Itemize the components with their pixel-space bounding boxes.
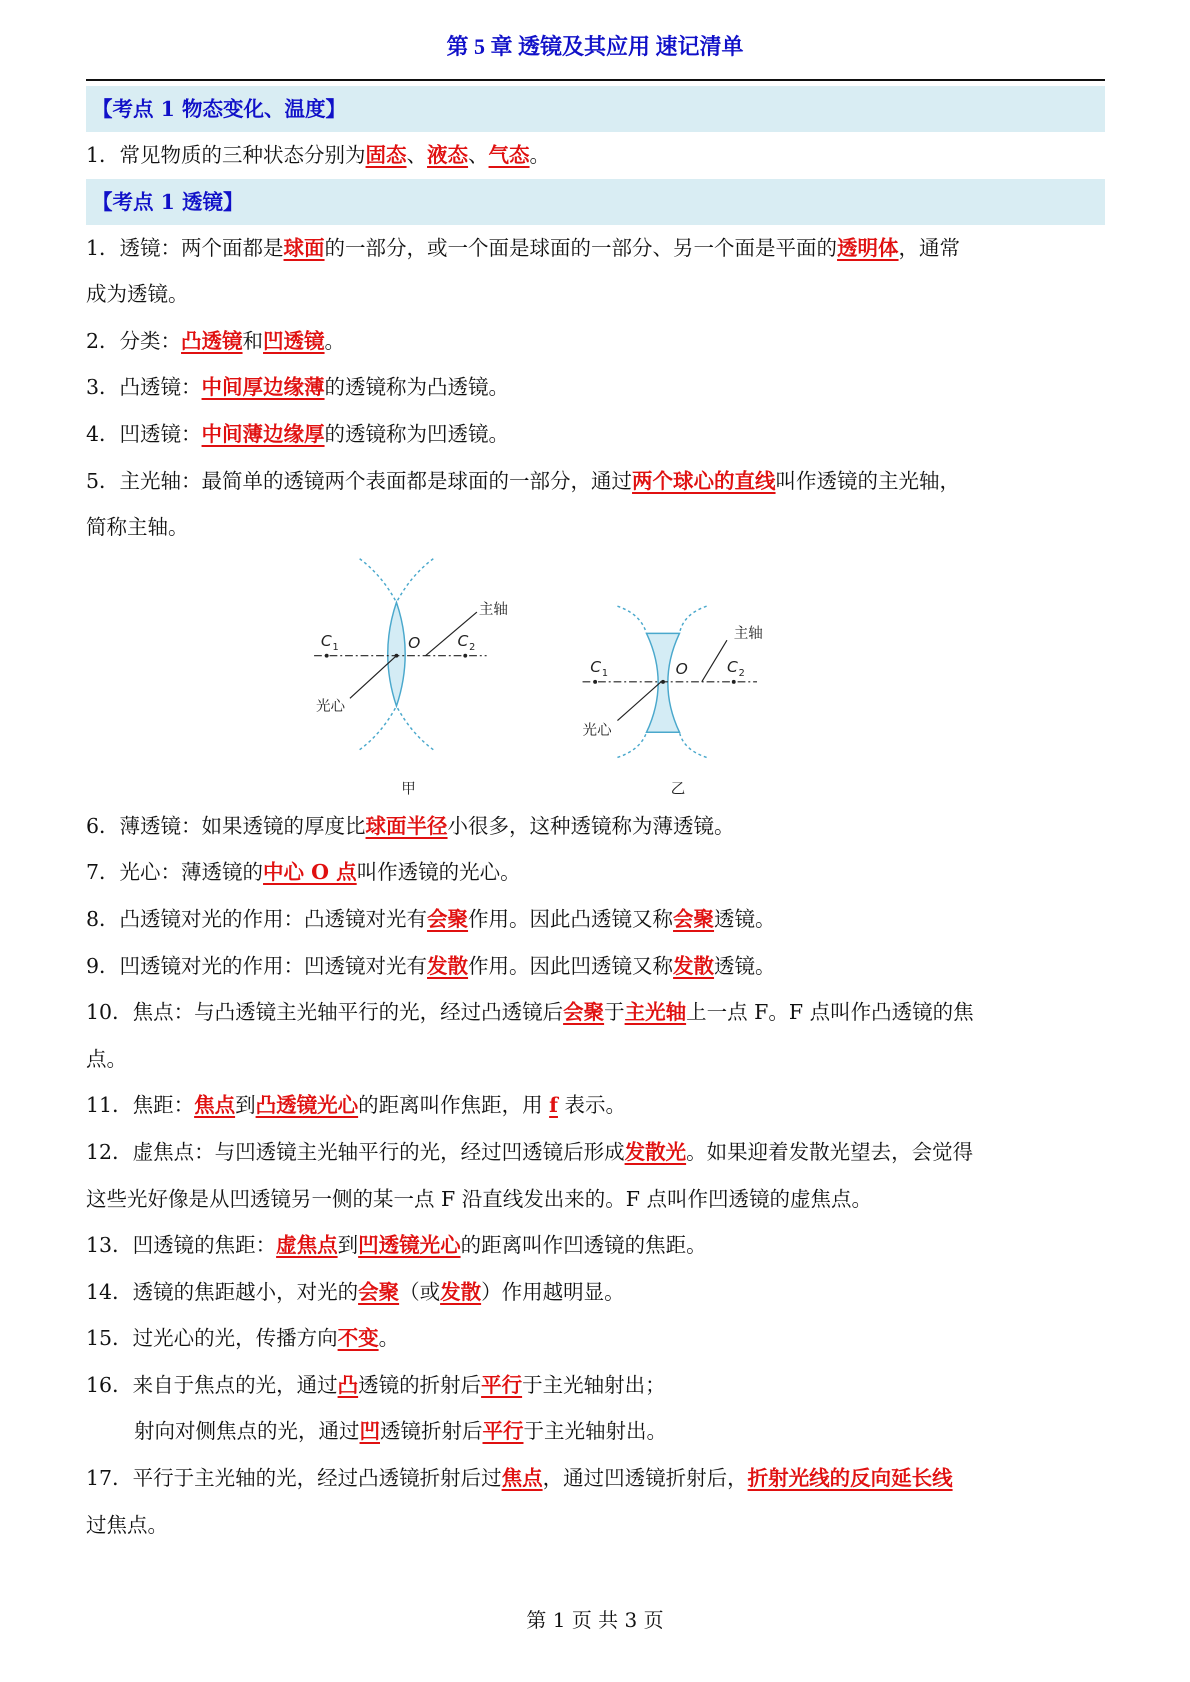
page-footer: 第 1 页 共 3 页 xyxy=(526,1608,664,1632)
text: 小很多，这种透镜称为薄透镜。 xyxy=(447,813,735,838)
answer-keyword: 凹透镜光心 xyxy=(358,1233,461,1258)
text: 和 xyxy=(242,328,264,353)
answer-keyword: 焦点 xyxy=(501,1466,543,1491)
list-item xyxy=(86,1269,1105,1316)
text: 作用。因此凸透镜又称 xyxy=(468,906,674,931)
list-item xyxy=(86,943,1105,990)
svg-text:主轴: 主轴 xyxy=(733,625,763,642)
svg-text:C: C xyxy=(590,657,602,676)
list-item xyxy=(86,803,1105,850)
answer-keyword: 会聚 xyxy=(673,906,715,931)
answer-keyword: 中间厚边缘薄 xyxy=(201,375,325,400)
text: 到 xyxy=(235,1093,256,1118)
text: 作用。因此凹透镜又称 xyxy=(468,953,674,978)
text: 8．凸透镜对光的作用：凸透镜对光有 xyxy=(86,906,428,931)
lens-diagram xyxy=(86,551,1105,803)
list-item xyxy=(86,1082,1105,1129)
list-item xyxy=(86,896,1105,943)
answer-keyword: 折射光线的反向延长线 xyxy=(747,1466,953,1491)
axis-label: 主轴 xyxy=(478,601,508,618)
answer-keyword: 凹 xyxy=(359,1419,380,1444)
text: 透镜折射后 xyxy=(380,1419,483,1444)
text: ，通常 xyxy=(898,235,961,260)
list-item xyxy=(86,271,1105,318)
answer-keyword: 平行 xyxy=(481,1372,523,1397)
text: 。 xyxy=(529,143,551,167)
list-item xyxy=(86,1036,1105,1083)
page-title: 第 5 章 透镜及其应用 速记清单 xyxy=(446,34,744,59)
text: 1．透镜：两个面都是 xyxy=(86,235,284,260)
text: 成为透镜。 xyxy=(86,282,189,307)
text: 透镜的折射后 xyxy=(358,1372,482,1397)
list-item xyxy=(86,1129,1105,1176)
list-item xyxy=(86,1408,1105,1455)
svg-text:1: 1 xyxy=(601,667,609,679)
o-label: O xyxy=(408,633,421,652)
answer-keyword: 固态 xyxy=(365,143,407,167)
list-item xyxy=(86,1362,1105,1409)
answer-keyword: 凸透镜 xyxy=(181,328,243,353)
text: 点。 xyxy=(86,1046,127,1071)
svg-text:2: 2 xyxy=(738,667,745,679)
list-item xyxy=(86,849,1105,896)
list-item xyxy=(86,318,1105,365)
answer-keyword: 液态 xyxy=(427,143,469,167)
section-header: 【考点 1 透镜】 xyxy=(86,179,1105,225)
text: 表示。 xyxy=(557,1093,626,1118)
figure-b-caption: 乙 xyxy=(670,781,686,798)
text: 14．透镜的焦距越小，对光的 xyxy=(86,1279,359,1304)
text: 6．薄透镜：如果透镜的厚度比 xyxy=(86,813,366,838)
text: 的一部分，或一个面是球面的一部分、另一个面是平面的 xyxy=(324,235,838,260)
text: ）作用越明显。 xyxy=(481,1279,625,1304)
text: 、 xyxy=(406,143,428,167)
answer-keyword: 发散 xyxy=(673,953,715,978)
text: 的透镜称为凸透镜。 xyxy=(324,375,510,400)
text: 于主光轴射出。 xyxy=(523,1419,667,1444)
text: 13．凹透镜的焦距： xyxy=(86,1233,277,1258)
text: 11．焦距： xyxy=(86,1093,195,1118)
answer-keyword: 焦点 xyxy=(194,1093,236,1118)
svg-text:O: O xyxy=(675,659,688,678)
list-item xyxy=(86,132,1105,179)
text: 简称主轴。 xyxy=(86,515,189,540)
text: 到 xyxy=(337,1233,359,1258)
text: 。 xyxy=(378,1326,400,1351)
arc xyxy=(360,559,397,603)
answer-keyword: 凸 xyxy=(337,1372,359,1397)
text: 上一点 F。F 点叫作凸透镜的焦 xyxy=(686,1000,974,1025)
text: ，通过凹透镜折射后， xyxy=(542,1466,748,1491)
answer-keyword: 会聚 xyxy=(427,906,469,931)
sections xyxy=(86,86,1105,551)
text: 透镜。 xyxy=(714,906,776,931)
c2-label: C xyxy=(457,631,469,650)
list-item xyxy=(86,1455,1105,1502)
answer-keyword: 发散光 xyxy=(624,1139,687,1164)
text: 12．虚焦点：与凹透镜主光轴平行的光，经过凹透镜后形成 xyxy=(86,1139,625,1164)
text: 16．来自于焦点的光，通过 xyxy=(86,1372,338,1397)
text: 射向对侧焦点的光，通过 xyxy=(134,1419,360,1444)
text: 的透镜称为凹透镜。 xyxy=(324,421,510,446)
answer-keyword: 中间薄边缘厚 xyxy=(201,421,325,446)
text: 。如果迎着发散光望去，会觉得 xyxy=(686,1139,974,1164)
section-header: 【考点 1 物态变化、温度】 xyxy=(86,86,1105,132)
lens-figure xyxy=(280,551,920,803)
svg-text:2: 2 xyxy=(469,641,476,653)
answer-keyword: 凸透镜光心 xyxy=(255,1093,359,1118)
answer-keyword: 不变 xyxy=(337,1326,379,1351)
answer-keyword: 凹透镜 xyxy=(263,328,325,353)
text: 15．过光心的光，传播方向 xyxy=(86,1326,338,1351)
answer-keyword: 平行 xyxy=(482,1419,524,1444)
answer-keyword: 球面 xyxy=(283,235,325,260)
list-item xyxy=(86,411,1105,458)
answer-keyword: 虚焦点 xyxy=(276,1233,338,1258)
answer-keyword: 会聚 xyxy=(563,1000,605,1025)
text: 的距离叫作焦距，用 xyxy=(358,1093,550,1118)
list-item xyxy=(86,989,1105,1036)
list-item xyxy=(86,1176,1105,1223)
text: 17．平行于主光轴的光，经过凸透镜折射后过 xyxy=(86,1466,502,1491)
text: 过焦点。 xyxy=(86,1512,168,1537)
text: 的距离叫作凹透镜的焦距。 xyxy=(460,1233,707,1258)
text: 透镜。 xyxy=(714,953,776,978)
text: （或 xyxy=(399,1279,441,1304)
text: 2．分类： xyxy=(86,328,182,353)
text: 10．焦点：与凸透镜主光轴平行的光，经过凸透镜后 xyxy=(86,1000,564,1025)
text: 、 xyxy=(468,143,489,167)
text: 叫作透镜的主光轴， xyxy=(775,468,961,493)
list-item xyxy=(86,1502,1105,1549)
list-item xyxy=(86,364,1105,411)
figure-a-caption: 甲 xyxy=(401,781,416,798)
svg-text:光心: 光心 xyxy=(582,722,612,739)
c1-label: C xyxy=(320,631,332,650)
answer-keyword: 发散 xyxy=(427,953,469,978)
text: 4．凹透镜： xyxy=(86,421,202,446)
answer-keyword: 透明体 xyxy=(837,235,899,260)
list-item xyxy=(86,1315,1105,1362)
svg-text:C: C xyxy=(726,657,738,676)
text: 1．常见物质的三种状态分别为 xyxy=(86,143,366,167)
list-items xyxy=(86,803,1105,1549)
text: 于 xyxy=(604,1000,625,1025)
text: 于主光轴射出； xyxy=(522,1372,666,1397)
answer-keyword: 球面半径 xyxy=(365,813,448,838)
answer-keyword: 会聚 xyxy=(358,1279,400,1304)
text: 3．凸透镜： xyxy=(86,375,202,400)
answer-keyword: 气态 xyxy=(488,143,530,167)
text: 7．光心：薄透镜的 xyxy=(86,860,264,885)
text: 叫作透镜的光心。 xyxy=(356,860,521,885)
answer-keyword: 主光轴 xyxy=(624,1000,687,1025)
text: 。 xyxy=(324,328,346,353)
list-item xyxy=(86,458,1105,505)
text: 这些光好像是从凹透镜另一侧的某一点 F 沿直线发出来的。F 点叫作凹透镜的虚焦点。 xyxy=(86,1186,872,1211)
list-item xyxy=(86,504,1105,551)
svg-text:1: 1 xyxy=(332,641,339,653)
text: 5．主光轴：最简单的透镜两个表面都是球面的一部分，通过 xyxy=(86,468,633,493)
center-label: 光心 xyxy=(316,698,346,715)
answer-keyword: f xyxy=(549,1093,558,1118)
answer-keyword: 中心 O 点 xyxy=(263,860,357,885)
content xyxy=(86,86,1105,1548)
list-item xyxy=(86,225,1105,272)
answer-keyword: 两个球心的直线 xyxy=(632,468,776,493)
list-item xyxy=(86,1222,1105,1269)
title-divider xyxy=(86,79,1105,81)
answer-keyword: 发散 xyxy=(440,1279,482,1304)
text: 9．凹透镜对光的作用：凹透镜对光有 xyxy=(86,953,428,978)
